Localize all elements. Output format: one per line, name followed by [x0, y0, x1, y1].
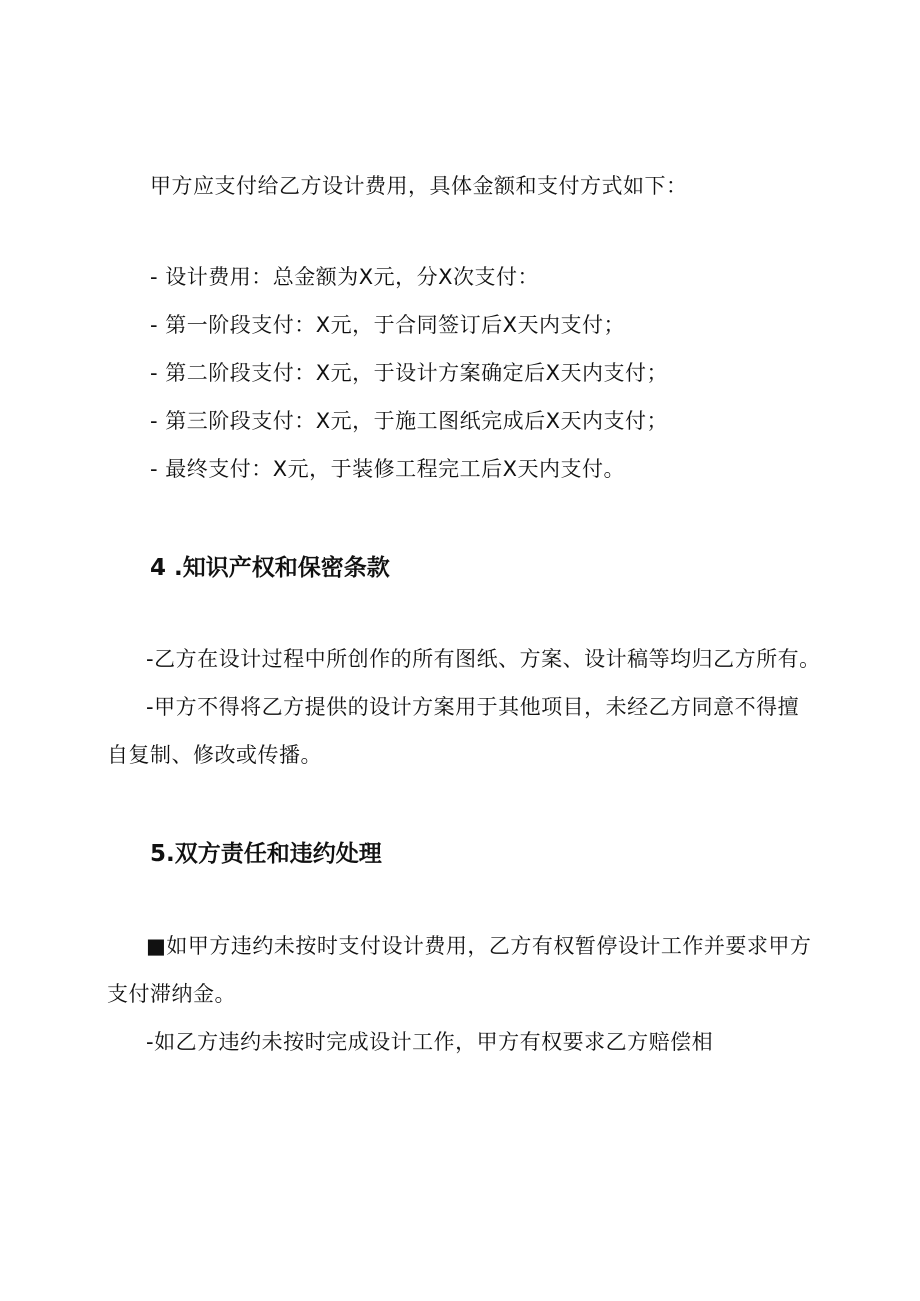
payment-item-stage-1: - 第一阶段支付：X元，于合同签订后X天内支付；	[150, 313, 626, 337]
payment-item-stage-3: - 第三阶段支付：X元，于施工图纸完成后X天内支付；	[150, 409, 669, 433]
payment-item-stage-2: - 第二阶段支付：X元，于设计方案确定后X天内支付；	[150, 361, 669, 385]
section-4-paragraph-2-cont: 自复制、修改或传播。	[107, 743, 322, 767]
section-5-paragraph-1: ■如甲方违约未按时支付设计费用，乙方有权暂停设计工作并要求甲方	[146, 934, 812, 958]
section-5-paragraph-2: -如乙方违约未按时完成设计工作，甲方有权要求乙方赔偿相	[146, 1030, 714, 1054]
section-4-paragraph-1: -乙方在设计过程中所创作的所有图纸、方案、设计稿等均归乙方所有。	[146, 647, 821, 671]
section-4-paragraph-2: -甲方不得将乙方提供的设计方案用于其他项目，未经乙方同意不得擅	[146, 695, 800, 719]
payment-item-total: - 设计费用：总金额为X元，分X次支付：	[150, 265, 540, 289]
payment-item-final: - 最终支付：X元，于装修工程完工后X天内支付。	[150, 457, 626, 481]
section-4-title: 4 .知识产权和保密条款	[150, 555, 390, 581]
section-5-paragraph-1-cont: 支付滞纳金。	[107, 982, 236, 1006]
payment-intro: 甲方应支付给乙方设计费用，具体金额和支付方式如下：	[150, 174, 688, 198]
section-5-title: 5.双方责任和违约处理	[150, 841, 382, 867]
